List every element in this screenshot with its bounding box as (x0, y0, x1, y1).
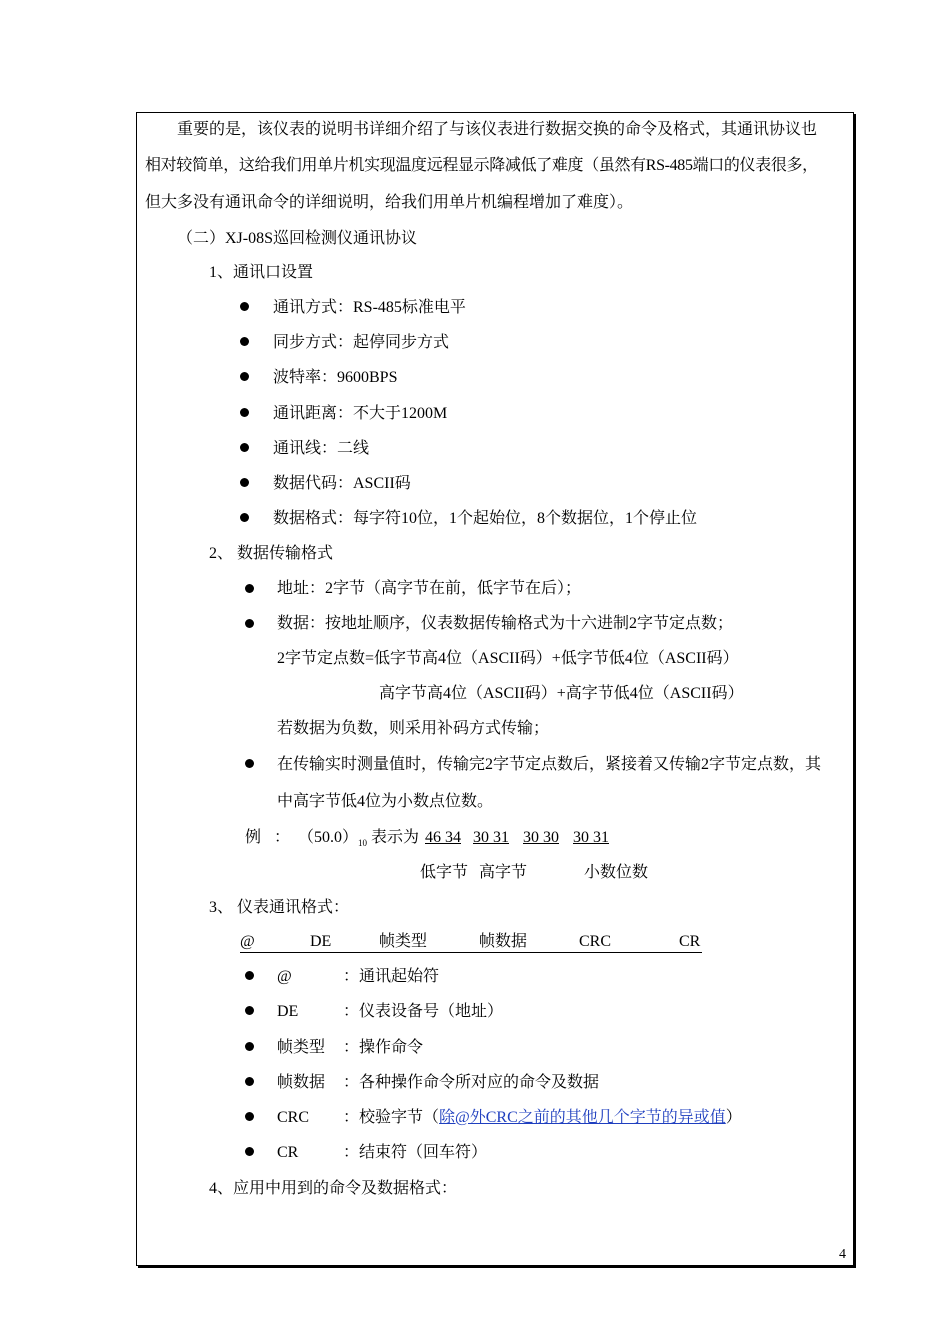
format-field: 帧类型 (379, 933, 428, 950)
bullet-icon (240, 443, 249, 452)
field-key: 帧数据 (277, 1074, 326, 1091)
example-colon: ： (274, 829, 291, 846)
s1-item: 通讯线：二线 (273, 440, 370, 457)
s1-item: 数据代码：ASCII码 (273, 475, 411, 492)
field-key: DE (277, 1003, 299, 1020)
field-key: CRC (277, 1109, 310, 1126)
format-field: 帧数据 (479, 933, 528, 950)
bullet-icon (245, 1112, 254, 1121)
intro-line-1: 重要的是，该仪表的说明书详细介绍了与该仪表进行数据交换的命令及格式，其通讯协议也 (177, 121, 818, 138)
field-desc: ：结束符（回车符） (343, 1144, 488, 1161)
field-key: @ (277, 968, 292, 985)
s2-bullet-realtime: 在传输实时测量值时，传输完2字节定点数后，紧接着又传输2字节定点数，其 (277, 756, 822, 773)
bullet-icon (240, 408, 249, 417)
field-desc: ：各种操作命令所对应的命令及数据 (343, 1074, 600, 1091)
s1-item: 数据格式：每字符10位，1个起始位，8个数据位，1个停止位 (273, 510, 698, 527)
s3-title: 3、 仪表通讯格式： (209, 899, 350, 916)
bullet-icon (245, 1147, 254, 1156)
field-desc: ：通讯起始符 (343, 968, 440, 985)
format-field: CR (679, 933, 701, 950)
s2-bullet-data: 数据：按地址顺序，仪表数据传输格式为十六进制2字节定点数； (277, 615, 734, 632)
example-note-low: 低字节 (420, 864, 469, 881)
s2-bullet-address: 地址：2字节（高字节在前，低字节在后）； (277, 580, 582, 597)
example-label: 例 (245, 829, 262, 846)
bullet-icon (245, 1006, 254, 1015)
bullet-icon (245, 971, 254, 980)
bullet-icon (240, 478, 249, 487)
format-field: @ (240, 933, 255, 950)
field-desc: ：操作命令 (343, 1039, 424, 1056)
s1-item: 波特率：9600BPS (273, 369, 398, 386)
s1-item: 通讯方式：RS-485标准电平 (273, 299, 466, 316)
bullet-icon (245, 1077, 254, 1086)
page-number: 4 (839, 1247, 846, 1262)
example-byte: 30 30 (523, 829, 559, 846)
section-title: （二）XJ-08S巡回检测仪通讯协议 (177, 230, 418, 247)
example-byte: 30 31 (573, 829, 609, 846)
example-value: $(50.0)_{10}$ 表示为 (298, 829, 420, 848)
intro-line-3: 但大多没有通讯命令的详细说明，给我们用单片机编程增加了难度）。 (145, 194, 634, 211)
field-key: CR (277, 1144, 299, 1161)
field-desc: ：仪表设备号（地址） (343, 1003, 504, 1020)
format-field: CRC (579, 933, 612, 950)
s1-item: 同步方式：起停同步方式 (273, 334, 450, 351)
s1-title: 1、通讯口设置 (209, 264, 314, 281)
s2-realtime-cont: 中高字节低4位为小数点位数。 (277, 793, 494, 810)
field-desc: ：校验字节（除@外CRC之前的其他几个字节的异或值） (343, 1109, 742, 1126)
bullet-icon (245, 1042, 254, 1051)
format-field: DE (310, 933, 332, 950)
s2-data-negative: 若数据为负数，则采用补码方式传输； (277, 720, 550, 737)
example-note-decimal: 小数位数 (584, 864, 649, 881)
bullet-icon (240, 513, 249, 522)
s2-data-formula-1: 2字节定点数=低字节高4位（ASCII码）+低字节低4位（ASCII码） (277, 650, 739, 667)
crc-link[interactable]: 除@外CRC之前的其他几个字节的异或值 (439, 1109, 726, 1126)
bullet-icon (240, 302, 249, 311)
bullet-icon (240, 337, 249, 346)
bullet-icon (245, 619, 254, 628)
bullet-icon (245, 759, 254, 768)
field-key: 帧类型 (277, 1039, 326, 1056)
example-byte: 30 31 (473, 829, 509, 846)
example-note-high: 高字节 (479, 864, 528, 881)
s4-title: 4、应用中用到的命令及数据格式： (209, 1180, 458, 1197)
bullet-icon (245, 584, 254, 593)
s1-item: 通讯距离：不大于1200M (273, 405, 448, 422)
intro-line-2: 相对较简单，这给我们用单片机实现温度远程显示降减低了难度（虽然有RS-485端口的仪表很多， (145, 157, 818, 174)
example-byte: 46 34 (425, 829, 461, 846)
s2-data-formula-2: 高字节高4位（ASCII码）+高字节低4位（ASCII码） (379, 685, 744, 702)
s2-title: 2、 数据传输格式 (209, 545, 334, 562)
frame-format-header (240, 932, 702, 953)
bullet-icon (240, 372, 249, 381)
